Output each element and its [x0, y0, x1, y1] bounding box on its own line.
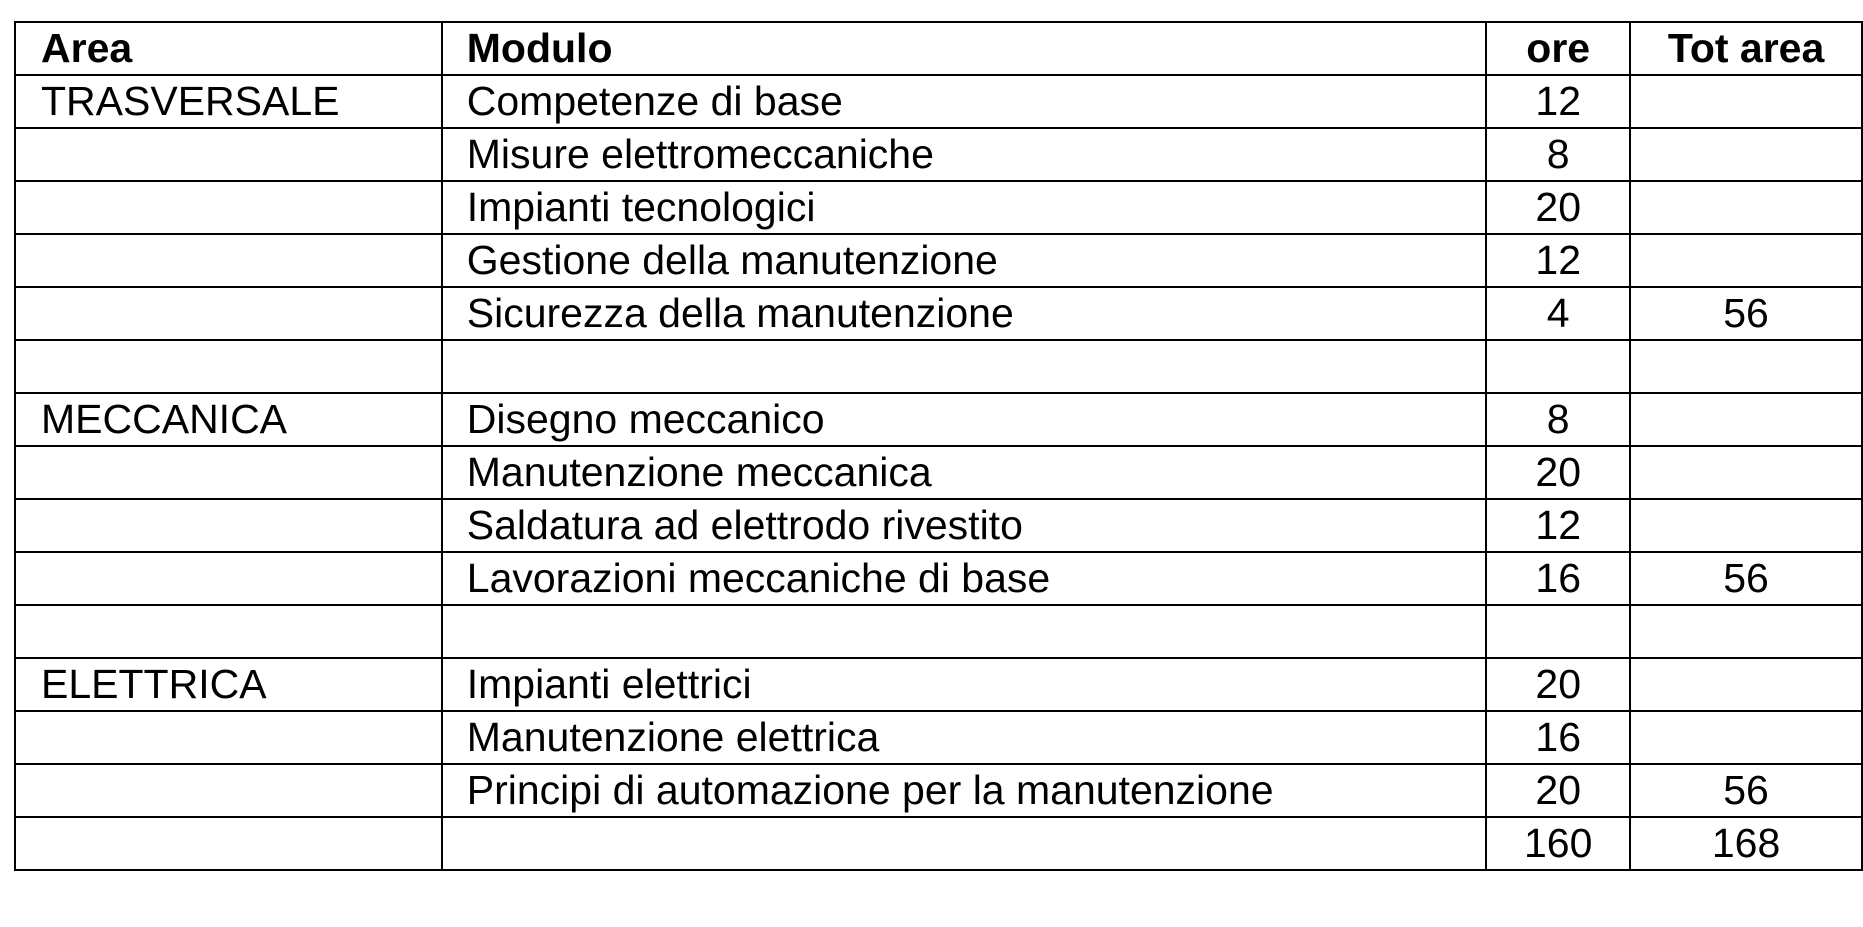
cell-ore: 20	[1486, 181, 1630, 234]
cell-ore: 8	[1486, 393, 1630, 446]
cell-tot-area	[1630, 393, 1862, 446]
table-row	[15, 75, 1862, 128]
cell-modulo: Lavorazioni meccaniche di base	[442, 552, 1487, 605]
cell-modulo: Impianti tecnologici	[442, 181, 1487, 234]
cell-modulo: Sicurezza della manutenzione	[442, 287, 1487, 340]
cell-modulo: Misure elettromeccaniche	[442, 128, 1487, 181]
total-tot-area: 168	[1630, 817, 1862, 870]
cell-modulo: Impianti elettrici	[442, 658, 1487, 711]
cell-ore	[1486, 605, 1630, 658]
cell-ore: 20	[1486, 658, 1630, 711]
cell-tot-area	[1630, 499, 1862, 552]
cell-modulo: Gestione della manutenzione	[442, 234, 1487, 287]
table-row	[15, 287, 1862, 340]
table-row	[15, 658, 1862, 711]
cell-area: MECCANICA	[15, 393, 442, 446]
cell-tot-area	[1630, 658, 1862, 711]
table-row	[15, 499, 1862, 552]
cell-ore: 16	[1486, 552, 1630, 605]
cell-ore: 12	[1486, 234, 1630, 287]
cell-tot-area	[1630, 234, 1862, 287]
table-row	[15, 128, 1862, 181]
cell-area	[15, 181, 442, 234]
cell-area	[15, 817, 442, 870]
cell-ore: 20	[1486, 446, 1630, 499]
table-row	[15, 340, 1862, 393]
cell-tot-area: 56	[1630, 552, 1862, 605]
cell-ore: 12	[1486, 75, 1630, 128]
cell-tot-area	[1630, 446, 1862, 499]
modules-table	[14, 21, 1863, 871]
cell-ore: 8	[1486, 128, 1630, 181]
cell-modulo: Competenze di base	[442, 75, 1487, 128]
cell-tot-area	[1630, 75, 1862, 128]
cell-modulo	[442, 605, 1487, 658]
cell-area	[15, 552, 442, 605]
cell-area: ELETTRICA	[15, 658, 442, 711]
table-row	[15, 552, 1862, 605]
cell-area	[15, 234, 442, 287]
cell-area	[15, 287, 442, 340]
table-body	[15, 22, 1862, 870]
table-row	[15, 393, 1862, 446]
cell-area	[15, 764, 442, 817]
totals-row	[15, 817, 1862, 870]
cell-modulo: Disegno meccanico	[442, 393, 1487, 446]
total-ore: 160	[1486, 817, 1630, 870]
cell-ore	[1486, 340, 1630, 393]
cell-modulo: Saldatura ad elettrodo rivestito	[442, 499, 1487, 552]
cell-area	[15, 711, 442, 764]
cell-tot-area	[1630, 181, 1862, 234]
cell-ore: 16	[1486, 711, 1630, 764]
cell-tot-area: 56	[1630, 764, 1862, 817]
table-row	[15, 764, 1862, 817]
cell-tot-area: 56	[1630, 287, 1862, 340]
cell-area: TRASVERSALE	[15, 75, 442, 128]
header-modulo: Modulo	[442, 22, 1487, 75]
table-row	[15, 605, 1862, 658]
cell-tot-area	[1630, 605, 1862, 658]
table-row	[15, 181, 1862, 234]
table-row	[15, 234, 1862, 287]
cell-area	[15, 340, 442, 393]
cell-tot-area	[1630, 340, 1862, 393]
table-row	[15, 711, 1862, 764]
header-tot-area: Tot area	[1630, 22, 1862, 75]
cell-ore: 4	[1486, 287, 1630, 340]
cell-modulo	[442, 817, 1487, 870]
cell-ore: 20	[1486, 764, 1630, 817]
header-area: Area	[15, 22, 442, 75]
cell-modulo: Principi di automazione per la manutenzione	[442, 764, 1487, 817]
cell-area	[15, 128, 442, 181]
cell-modulo	[442, 340, 1487, 393]
header-row	[15, 22, 1862, 75]
cell-modulo: Manutenzione elettrica	[442, 711, 1487, 764]
cell-area	[15, 499, 442, 552]
cell-area	[15, 605, 442, 658]
cell-tot-area	[1630, 711, 1862, 764]
cell-area	[15, 446, 442, 499]
cell-ore: 12	[1486, 499, 1630, 552]
header-ore: ore	[1486, 22, 1630, 75]
cell-tot-area	[1630, 128, 1862, 181]
cell-modulo: Manutenzione meccanica	[442, 446, 1487, 499]
table-row	[15, 446, 1862, 499]
